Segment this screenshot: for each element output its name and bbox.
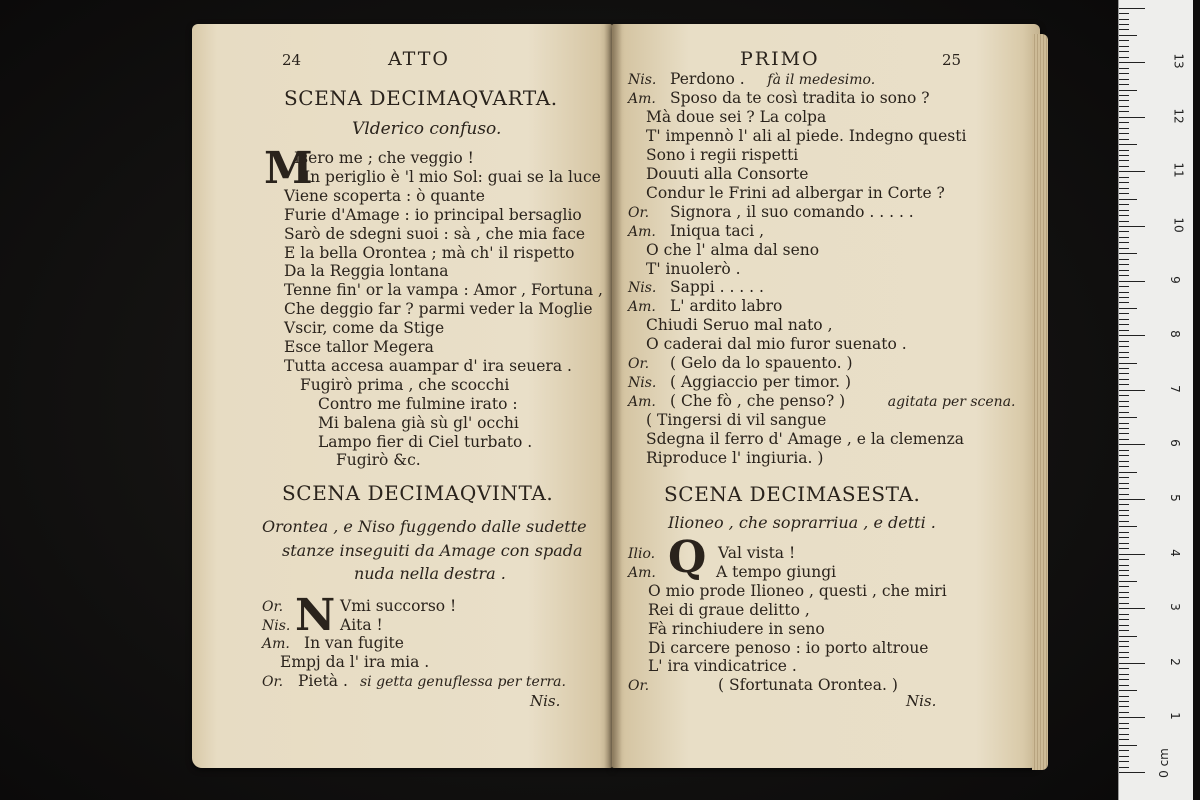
speaker-label: Am.	[628, 90, 656, 107]
page-number: 25	[942, 51, 962, 69]
ruler-tick	[1119, 13, 1129, 14]
ruler-tick	[1119, 472, 1137, 473]
ruler-number: 10	[1171, 217, 1186, 233]
ruler-tick	[1119, 281, 1145, 282]
ruler-tick	[1119, 106, 1129, 107]
ruler-tick	[1119, 439, 1129, 440]
ruler-tick	[1119, 554, 1145, 555]
ruler-tick	[1119, 90, 1137, 91]
scene-subtitle: Vlderico confuso.	[352, 119, 502, 139]
ruler-tick	[1119, 761, 1129, 762]
stage-direction: agitata per scena.	[887, 394, 1016, 411]
running-head: PRIMO	[740, 48, 820, 70]
ruler-tick	[1119, 308, 1137, 309]
ruler-tick	[1119, 772, 1145, 773]
ruler-number: 1	[1167, 712, 1182, 721]
ruler-tick	[1119, 133, 1129, 134]
verse-line: Sarò de sdegni suoi : sà , che mia face	[284, 224, 586, 243]
ruler-tick	[1119, 302, 1129, 303]
dialogue-line: ( Gelo da lo spauento. )	[670, 354, 853, 373]
ruler-tick	[1119, 346, 1129, 347]
dialogue-line: Rei di graue delitto ,	[648, 600, 810, 619]
ruler-tick	[1119, 417, 1137, 418]
ruler-tick	[1119, 237, 1129, 238]
verse-line: Viene scoperta : ò quante	[284, 186, 485, 205]
scene-title: SCENA DECIMAQVARTA.	[284, 86, 558, 110]
ruler-tick	[1119, 177, 1129, 178]
ruler-tick	[1119, 324, 1129, 325]
verse-line: Tutta accesa auampar d' ira seuera .	[284, 356, 572, 375]
verse-line: Esce tallor Megera	[284, 338, 434, 356]
speaker-label: Or.	[262, 674, 284, 690]
dialogue-line: Chiudi Seruo mal nato ,	[646, 316, 833, 335]
dialogue-line: ( Che fò , che penso? )	[670, 392, 846, 411]
stage-direction: fà il medesimo.	[767, 72, 876, 88]
ruler-tick	[1119, 619, 1129, 620]
ruler-number: 5	[1167, 494, 1182, 502]
ruler-tick	[1119, 603, 1129, 604]
dialogue-line: ( Sfortunata Orontea. )	[718, 676, 898, 695]
ruler-tick	[1119, 510, 1129, 511]
speaker-label: Or.	[628, 356, 650, 373]
ruler-tick	[1119, 701, 1129, 702]
ruler-tick	[1119, 450, 1129, 451]
page-number: 24	[282, 51, 302, 69]
ruler-tick	[1119, 750, 1129, 751]
ruler-tick	[1119, 46, 1129, 47]
ruler-tick	[1119, 494, 1129, 495]
ruler-tick	[1119, 597, 1129, 598]
ruler-number: 7	[1167, 384, 1182, 393]
dialogue-line: Perdono .	[670, 70, 745, 88]
ruler-tick	[1119, 728, 1129, 729]
ruler-tick	[1119, 68, 1129, 69]
ruler-tick	[1119, 313, 1129, 314]
dialogue-line: Sappi . . . . .	[670, 278, 764, 297]
dialogue-line: Iniqua taci ,	[670, 221, 765, 240]
ruler-tick	[1119, 29, 1129, 30]
verse-line: Mi balena già sù gl' occhi	[318, 413, 519, 432]
ruler-tick	[1119, 679, 1129, 680]
dialogue-line: Vmi succorso !	[340, 597, 457, 615]
ruler-unit-label: 0 cm	[1156, 748, 1171, 778]
book-gutter	[604, 24, 622, 768]
verse-line: Tenne fin' or la vampa : Amor , Fortuna ,	[284, 281, 603, 300]
ruler-tick	[1119, 100, 1129, 101]
ruler-tick	[1119, 406, 1129, 407]
ruler-tick	[1119, 395, 1129, 396]
ruler-tick	[1119, 160, 1129, 161]
verse-line: Vscir, come da Stige	[284, 319, 445, 338]
ruler-tick	[1119, 357, 1129, 358]
verse-line: In periglio è 'l mio Sol: guai se la luce	[304, 167, 601, 186]
dialogue-line: Empj da l' ira mia .	[280, 653, 430, 671]
ruler-tick	[1119, 559, 1129, 560]
ruler-tick	[1119, 526, 1137, 527]
ruler-tick	[1119, 504, 1129, 505]
ruler-tick	[1119, 543, 1129, 544]
ruler-tick	[1119, 428, 1129, 429]
verse-line: Fugirò prima , che scocchi	[300, 375, 510, 394]
ruler-tick	[1119, 51, 1129, 52]
ruler-tick	[1119, 139, 1129, 140]
dialogue-line: Sono i regii rispetti	[646, 145, 799, 164]
ruler-tick	[1119, 79, 1129, 80]
speaker-label: Am.	[628, 564, 656, 581]
speaker-label: Or.	[262, 599, 284, 615]
dialogue-line: In van fugite	[304, 634, 404, 652]
ruler-tick	[1119, 193, 1129, 194]
ruler-tick	[1119, 548, 1129, 549]
ruler-number: 8	[1167, 330, 1182, 339]
ruler-tick	[1119, 199, 1137, 200]
ruler-tick	[1119, 723, 1129, 724]
dialogue-line: Fà rinchiudere in seno	[648, 619, 825, 638]
ruler-tick	[1119, 652, 1129, 653]
scene-title: SCENA DECIMAQVINTA.	[282, 481, 554, 505]
ruler-tick	[1119, 575, 1129, 576]
ruler-tick	[1119, 690, 1137, 691]
dialogue-line: L' ira vindicatrice .	[648, 657, 797, 676]
ruler-tick	[1119, 117, 1145, 118]
ruler-tick	[1119, 368, 1129, 369]
verse-line: Che deggio far ? parmi veder la Moglie	[284, 300, 593, 319]
ruler-tick	[1119, 330, 1129, 331]
ruler-tick	[1119, 128, 1129, 129]
ruler-number: 12	[1171, 108, 1186, 124]
ruler-tick	[1119, 756, 1129, 757]
ruler-tick	[1119, 24, 1129, 25]
ruler-tick	[1119, 19, 1129, 20]
ruler-number: 9	[1167, 275, 1182, 284]
dialogue-line: A tempo giungi	[716, 562, 837, 581]
ruler-tick	[1119, 221, 1129, 222]
verse-line: Da la Reggia lontana	[284, 262, 449, 281]
ruler-tick	[1119, 8, 1145, 9]
ruler-tick	[1119, 210, 1129, 211]
ruler-tick	[1119, 657, 1129, 658]
ruler-tick	[1119, 286, 1129, 287]
dialogue-line: Douuti alla Consorte	[646, 164, 809, 183]
ruler-tick	[1119, 297, 1129, 298]
verse-line: Lampo fier di Ciel turbato .	[318, 432, 533, 451]
dialogue-line: ( Tingersi di vil sangue	[646, 411, 827, 430]
ruler-tick	[1119, 663, 1145, 664]
ruler-number: 4	[1167, 548, 1182, 557]
dialogue-line: Di carcere penoso : io porto altroue	[648, 638, 929, 657]
ruler-tick	[1119, 215, 1129, 216]
speaker-label: Nis.	[262, 618, 291, 634]
ruler-tick	[1119, 477, 1129, 478]
dialogue-line: O caderai dal mio furor suenato .	[646, 335, 907, 354]
ruler-tick	[1119, 565, 1129, 566]
ruler-tick	[1119, 499, 1145, 500]
ruler-tick	[1119, 379, 1129, 380]
ruler-tick	[1119, 275, 1129, 276]
dialogue-line: Signora , il suo comando . . . . .	[670, 202, 914, 221]
ruler-tick	[1119, 636, 1137, 637]
ruler-tick	[1119, 696, 1129, 697]
ruler-tick	[1119, 363, 1137, 364]
dialogue-line: Riproduce l' ingiuria. )	[646, 449, 824, 467]
ruler-tick	[1119, 532, 1129, 533]
ruler-tick	[1119, 352, 1129, 353]
right-page	[612, 24, 1040, 768]
ruler-tick	[1119, 341, 1129, 342]
ruler-tick	[1119, 767, 1129, 768]
ruler-tick	[1119, 292, 1129, 293]
ruler-tick	[1119, 641, 1129, 642]
ruler-number: 13	[1171, 53, 1186, 69]
ruler-tick	[1119, 412, 1129, 413]
dialogue-line: O che l' alma dal seno	[646, 240, 820, 259]
ruler-tick	[1119, 592, 1129, 593]
speaker-label: Am.	[628, 299, 656, 316]
running-head: ATTO	[388, 48, 450, 70]
ruler-tick	[1119, 488, 1129, 489]
ruler-tick	[1119, 95, 1129, 96]
speaker-label: Nis.	[628, 375, 657, 392]
ruler-tick	[1119, 423, 1129, 424]
dialogue-line: Sdegna il ferro d' Amage , e la clemenza	[646, 430, 965, 449]
ruler-tick	[1119, 515, 1129, 516]
ruler-tick	[1119, 35, 1137, 36]
ruler-tick	[1119, 62, 1145, 63]
catchword: Nis.	[906, 692, 937, 710]
verse-line: Contro me fulmine irato :	[318, 394, 518, 413]
ruler-tick	[1119, 84, 1129, 85]
ruler-number: 6	[1167, 439, 1182, 448]
ruler-tick	[1119, 319, 1129, 320]
ruler-tick	[1119, 242, 1129, 243]
scene-subtitle-line: nuda nella destra .	[354, 564, 506, 583]
ruler-tick	[1119, 390, 1145, 391]
ruler-tick	[1119, 204, 1129, 205]
ruler-tick	[1119, 625, 1129, 626]
ruler-tick	[1119, 264, 1129, 265]
ruler-tick	[1119, 144, 1137, 145]
drop-cap: N	[295, 590, 336, 641]
ruler-tick	[1119, 155, 1129, 156]
drop-cap: M	[264, 143, 313, 194]
dialogue-line: T' impennò l' ali al piede. Indegno questi	[646, 126, 967, 145]
ruler-tick	[1119, 712, 1129, 713]
speaker-label: Or.	[628, 204, 650, 221]
ruler-tick	[1119, 444, 1145, 445]
dialogue-line: O mio prode Ilioneo , questi , che miri	[648, 581, 947, 600]
ruler-tick	[1119, 373, 1129, 374]
dialogue-line: L' ardito labro	[670, 297, 783, 316]
ruler-tick	[1119, 248, 1129, 249]
ruler-tick	[1119, 166, 1129, 167]
ruler-tick	[1119, 73, 1129, 74]
ruler-tick	[1119, 466, 1129, 467]
ruler-tick	[1119, 581, 1137, 582]
scene-subtitle: Ilioneo , che soprarriua , e detti .	[668, 513, 936, 532]
dialogue-line: Condur le Frini ad albergar in Corte ?	[646, 183, 945, 202]
speaker-label: Nis.	[628, 72, 657, 88]
scene-title: SCENA DECIMASESTA.	[664, 482, 921, 506]
stage-direction: si getta genuflessa per terra.	[360, 674, 566, 690]
ruler-tick	[1119, 40, 1129, 41]
ruler-number: 2	[1167, 657, 1182, 666]
ruler-tick	[1119, 150, 1129, 151]
ruler-tick	[1119, 384, 1129, 385]
ruler-tick	[1119, 685, 1129, 686]
ruler-tick	[1119, 608, 1145, 609]
speaker-label: Am.	[262, 636, 290, 652]
ruler-tick	[1119, 259, 1129, 260]
dialogue-line: Aita !	[340, 616, 383, 634]
ruler-tick	[1119, 253, 1137, 254]
ruler-tick	[1119, 57, 1129, 58]
verse-line: Fugirò &c.	[336, 451, 421, 470]
ruler-tick	[1119, 734, 1129, 735]
speaker-label: Or.	[628, 678, 650, 695]
ruler-tick	[1119, 570, 1129, 571]
ruler-tick	[1119, 122, 1129, 123]
dialogue-line: Mà doue sei ? La colpa	[646, 107, 827, 126]
ruler-tick	[1119, 706, 1129, 707]
ruler-tick	[1119, 586, 1129, 587]
dialogue-line: Sposo da te così tradita io sono ?	[670, 88, 930, 107]
drop-cap: Q	[668, 532, 707, 583]
speaker-label: Am.	[628, 394, 656, 411]
left-page	[192, 24, 612, 768]
ruler-number: 11	[1171, 162, 1186, 179]
ruler-tick	[1119, 739, 1129, 740]
dialogue-line: Pietà .	[298, 672, 348, 690]
verse-line: E la bella Orontea ; mà ch' il rispetto	[284, 243, 575, 262]
verse-line: Furie d'Amage : io principal bersaglio	[284, 205, 582, 224]
ruler-tick	[1119, 401, 1129, 402]
ruler-tick	[1119, 226, 1145, 227]
verse-line: Isero me ; che veggio !	[294, 149, 474, 167]
page-edges	[1032, 34, 1048, 770]
ruler-tick	[1119, 483, 1129, 484]
scene-subtitle-line: stanze inseguiti da Amage con spada	[282, 541, 583, 560]
ruler-tick	[1119, 614, 1129, 615]
speaker-label: Am.	[628, 223, 656, 240]
dialogue-line: Val vista !	[718, 544, 796, 562]
ruler-tick	[1119, 231, 1129, 232]
speaker-label: Nis.	[628, 280, 657, 297]
ruler-tick	[1119, 674, 1129, 675]
ruler-tick	[1119, 188, 1129, 189]
ruler-tick	[1119, 668, 1129, 669]
ruler-tick	[1119, 646, 1129, 647]
ruler-tick	[1119, 335, 1145, 336]
ruler-tick	[1119, 111, 1129, 112]
ruler-tick	[1119, 182, 1129, 183]
ruler-tick	[1119, 521, 1129, 522]
ruler-number: 3	[1167, 603, 1182, 612]
ruler-tick	[1119, 461, 1129, 462]
speaker-label: Ilio.	[628, 546, 656, 562]
dialogue-line: ( Aggiaccio per timor. )	[670, 373, 852, 392]
ruler-tick	[1119, 455, 1129, 456]
ruler-tick	[1119, 630, 1129, 631]
scene-subtitle-line: Orontea , e Niso fuggendo dalle sudette	[262, 517, 587, 536]
ruler-tick	[1119, 745, 1137, 746]
ruler-tick	[1119, 537, 1129, 538]
ruler-tick	[1119, 433, 1129, 434]
ruler-tick	[1119, 270, 1129, 271]
open-book	[192, 24, 1048, 776]
ruler-tick	[1119, 717, 1145, 718]
catchword: Nis.	[530, 692, 561, 710]
ruler-tick	[1119, 171, 1145, 172]
measuring-ruler	[1118, 0, 1193, 800]
dialogue-line: T' inuolerò .	[646, 259, 741, 278]
